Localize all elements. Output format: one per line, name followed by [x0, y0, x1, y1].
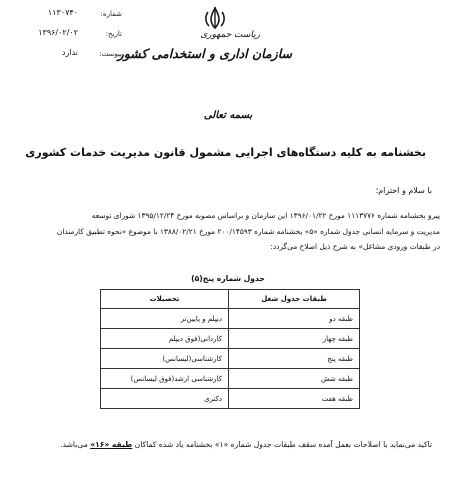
classification-table: [100, 289, 360, 409]
table-cell-education: کاردانی(فوق دیپلم: [101, 329, 229, 349]
table-cell-education: کارشناسی(لیسانس): [101, 349, 229, 369]
meta-row-date: [12, 24, 122, 44]
table-cell-education: دیپلم و پایین‌تر: [101, 309, 229, 329]
meta-label: تاریخ:: [105, 30, 122, 38]
organization-name: سازمان اداری و استخدامی کشور: [117, 46, 292, 61]
meta-value: ۱۳۹۶/۰۲/۰۲: [38, 28, 78, 37]
table-row: [101, 369, 360, 389]
table-cell-class: طبقه شش: [229, 369, 360, 389]
table-header-row: [101, 290, 360, 309]
meta-value: ندارد: [61, 48, 78, 57]
table-row: [101, 349, 360, 369]
table-cell-education: دکتری: [101, 389, 229, 409]
meta-value: ۱۱۳۰۷۴۰: [47, 8, 78, 17]
presidency-label: ریاست جمهوری: [200, 30, 260, 40]
closing-note-text: تاکید می‌نماید با اصلاحات بعمل آمده سقف طبقات جدول شماره «۱» بخشنامه یاد شده کماکان: [134, 440, 432, 449]
circular-title: بخشنامه به کلیه دستگاه‌های اجرایی مشمول قانون مدیریت خدمات کشوری: [25, 146, 426, 159]
iran-emblem-icon: [202, 6, 228, 30]
table-cell-education: کارشناسی ارشد(فوق لیسانس): [101, 369, 229, 389]
body-line: مدیریت و سرمایه انسانی جدول شماره «۵» بخشنامه شماره ۲۰۰/۱۴۵۹۳ مورخ ۱۳۸۸/۰۲/۲۱ با موضوع «نحوه تطبیق کارمندان: [56, 226, 440, 236]
meta-label: شماره:: [100, 10, 122, 18]
table-cell-class: طبقه پنج: [229, 349, 360, 369]
table-caption: جدول شماره پنج(۵): [191, 274, 265, 283]
table-cell-class: طبقه چهار: [229, 329, 360, 349]
closing-note: [10, 440, 432, 449]
letter-meta: [12, 4, 122, 64]
table-cell-class: طبقه هفت: [229, 389, 360, 409]
body-line: در طبقات ورودی مشاغل» به شرح ذیل اصلاح می‌گردد:: [270, 242, 440, 251]
closing-note-suffix: می‌باشد.: [60, 440, 88, 449]
body-paragraph: [16, 208, 440, 255]
table-row: [101, 389, 360, 409]
table-row: [101, 309, 360, 329]
column-header-education: تحصیلات: [101, 290, 229, 309]
bismillah: بسمه تعالی: [203, 110, 253, 121]
meta-row-number: [12, 4, 122, 24]
meta-label: پیوست:: [99, 50, 122, 58]
table-row: [101, 329, 360, 349]
body-line: پیرو بخشنامه شماره ۱۱۱۳۷۷۶ مورخ ۱۳۹۶/۰۱/۲۲ این سازمان و براساس مصوبه مورخ ۱۳۹۵/۱۲/۲۴ شورای توسعه: [91, 211, 440, 220]
meta-row-attachment: [12, 44, 122, 64]
greeting: با سلام و احترام؛: [375, 186, 432, 195]
table-cell-class: طبقه دو: [229, 309, 360, 329]
column-header-class: طبقات جدول شغل: [229, 290, 360, 309]
closing-note-emphasis: طبقه «۱۶»: [90, 440, 133, 449]
